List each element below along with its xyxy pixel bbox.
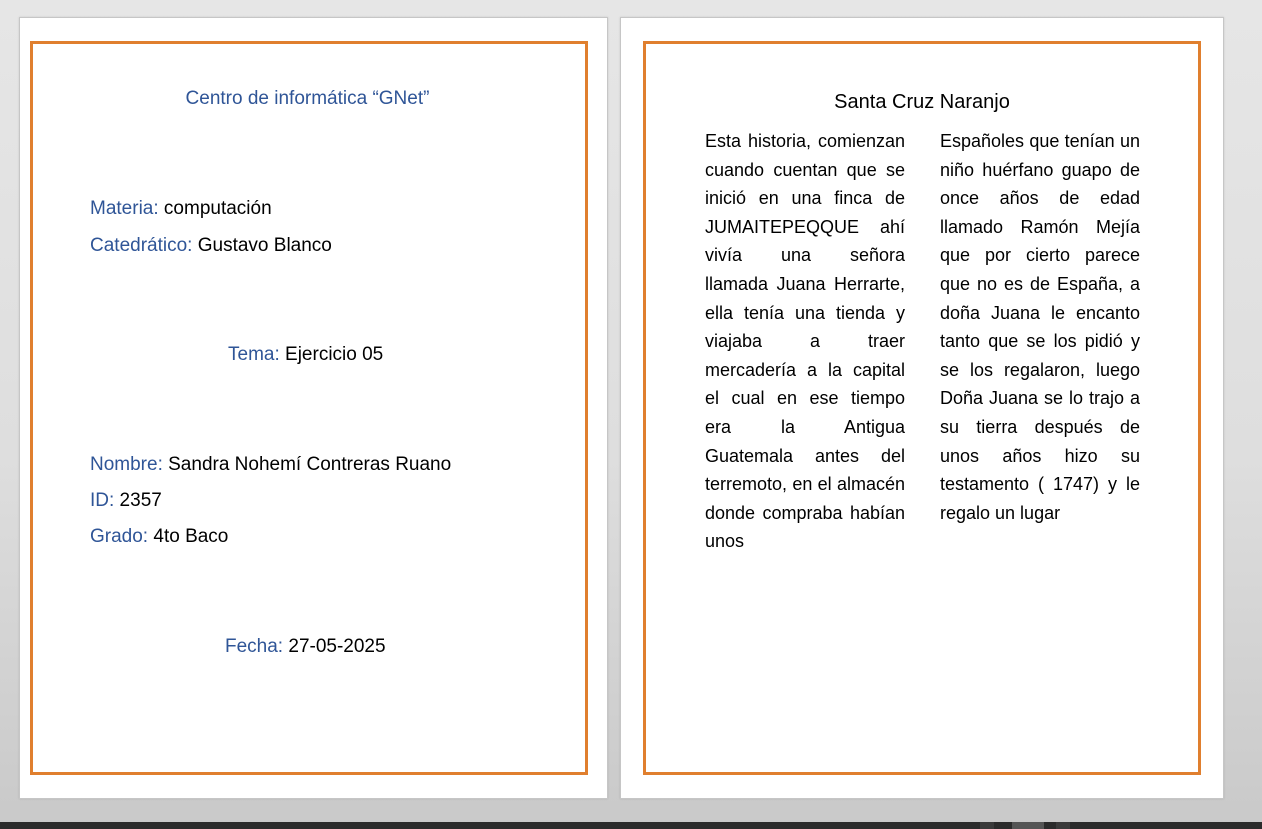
document-page-cover bbox=[19, 17, 608, 799]
id-label: ID: bbox=[90, 490, 115, 511]
tema-line bbox=[228, 344, 383, 366]
fecha-value: 27-05-2025 bbox=[283, 636, 386, 657]
web-layout-icon[interactable] bbox=[1056, 822, 1070, 829]
fecha-line bbox=[225, 636, 386, 658]
document-page-story bbox=[620, 17, 1224, 799]
text-column-1: Esta historia, comienzan cuando cuentan que se inició en una finca de JUMAITEPEQQUE ahí vivía una señora llamada Juana Herrarte, ella tenía una tienda y viajaba a traer mercadería a la capital el cual en ese tiempo era la Antigua Guatemala antes del terremoto, en el almacén donde compraba habían unos bbox=[705, 131, 905, 552]
id-line bbox=[90, 490, 162, 512]
id-value: 2357 bbox=[114, 490, 162, 511]
materia-label: Materia: bbox=[90, 198, 159, 219]
grado-value: 4to Baco bbox=[148, 526, 229, 547]
catedratico-line bbox=[90, 235, 332, 257]
materia-line bbox=[90, 198, 272, 220]
nombre-value: Sandra Nohemí Contreras Ruano bbox=[162, 454, 452, 475]
grado-line bbox=[90, 526, 228, 548]
catedratico-label: Catedrático: bbox=[90, 235, 193, 256]
read-mode-icon[interactable] bbox=[980, 822, 994, 829]
tema-label: Tema: bbox=[228, 344, 280, 365]
materia-value: computación bbox=[158, 198, 272, 219]
cover-title: Centro de informática “GNet” bbox=[185, 88, 430, 109]
text-column-2: Españoles que tenían un niño huérfano guapo de once años de edad llamado Ramón Mejía que por cierto parece que no es de España, a doña Juana le encanto tanto que se los pidió y se los regalaron, luego Doña Juana se lo trajo a su tierra después de unos años hizo su testamento ( 1747) y le regalo un lugar bbox=[940, 131, 1140, 523]
nombre-label: Nombre: bbox=[90, 454, 163, 475]
nombre-line bbox=[90, 454, 451, 476]
print-layout-icon[interactable] bbox=[1012, 822, 1044, 829]
status-bar bbox=[0, 822, 1262, 829]
grado-label: Grado: bbox=[90, 526, 149, 547]
catedratico-value: Gustavo Blanco bbox=[192, 235, 332, 256]
page-border-frame bbox=[30, 41, 588, 775]
tema-value: Ejercicio 05 bbox=[279, 344, 384, 365]
fecha-label: Fecha: bbox=[225, 636, 284, 657]
story-title: Santa Cruz Naranjo bbox=[834, 91, 1010, 113]
